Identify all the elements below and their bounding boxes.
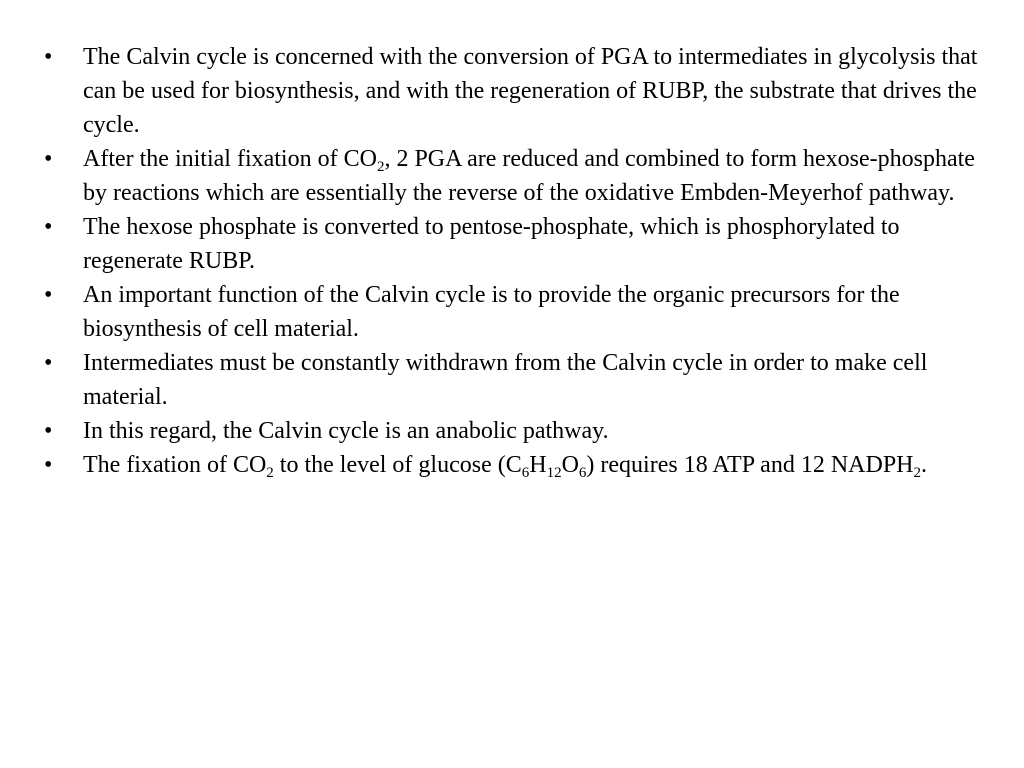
bullet-text (83, 452, 928, 481)
bullet-item (44, 40, 1004, 142)
subscript: 2 (913, 465, 922, 481)
bullet-text (83, 214, 899, 274)
subscript: 2 (266, 465, 274, 481)
bullet-item (44, 346, 1004, 414)
text-segment: , 2 PGA are reduced and combined to form hexose-phosphate by reactions which are essentially the reverse of the oxidative Embden-Meyerhof pathway. (83, 146, 975, 206)
bullet-text (83, 44, 977, 138)
text-segment: In this regard, the Calvin cycle is an anabolic pathway. (83, 418, 609, 444)
bullet-item (44, 414, 1004, 448)
subscript: 2 (376, 159, 385, 175)
subscript: 6 (578, 465, 587, 481)
bullet-icon: • (44, 452, 53, 478)
text-segment: The Calvin cycle is concerned with the conversion of PGA to intermediates in glycolysis that can be used for biosynthesis, and with the regeneration of RUBP, the substrate that drives the cycle. (83, 44, 978, 138)
bullet-list (44, 40, 1004, 482)
bullet-text (83, 418, 609, 444)
bullet-icon: • (44, 44, 53, 70)
text-segment: Intermediates must be constantly withdrawn from the Calvin cycle in order to make cell material. (83, 350, 928, 410)
bullet-icon: • (44, 214, 53, 240)
bullet-icon: • (44, 350, 53, 376)
text-segment: The fixation of CO (83, 452, 267, 478)
text-segment: After the initial fixation of CO (83, 146, 377, 172)
bullet-icon: • (44, 418, 53, 444)
bullet-icon: • (44, 282, 53, 308)
bullet-text (83, 350, 927, 410)
bullet-icon: • (44, 146, 53, 172)
bullet-item (44, 278, 1004, 346)
bullet-text (83, 282, 900, 342)
bullet-item (44, 210, 1004, 278)
text-segment: to the level of glucose (C (273, 452, 522, 478)
text-segment: ) requires 18 ATP and 12 NADPH (586, 452, 914, 478)
text-segment: . (921, 452, 928, 478)
text-segment: H (529, 452, 547, 478)
subscript: 12 (546, 465, 562, 481)
bullet-text (83, 146, 975, 206)
text-segment: The hexose phosphate is converted to pentose-phosphate, which is phosphorylated to regenerate RUBP. (83, 214, 900, 274)
bullet-item (44, 448, 1004, 482)
text-segment: An important function of the Calvin cycle is to provide the organic precursors for the biosynthesis of cell material. (83, 282, 900, 342)
bullet-item (44, 142, 1004, 210)
subscript: 6 (521, 465, 530, 481)
text-segment: O (561, 452, 579, 478)
